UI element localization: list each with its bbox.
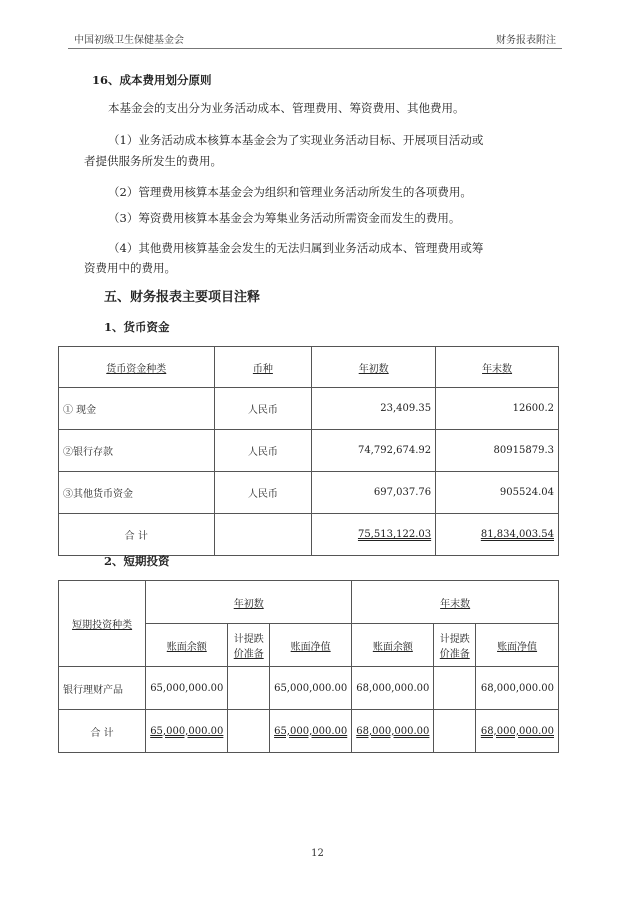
currency: 人民币 xyxy=(214,472,312,514)
currency: 人民币 xyxy=(214,388,312,430)
begin-value: 74,792,674.92 xyxy=(312,430,436,472)
begin-value: 697,037.76 xyxy=(312,472,436,514)
header-divider xyxy=(68,48,562,49)
total-begin-impairment xyxy=(228,710,270,753)
cash-type: ②银行存款 xyxy=(59,430,215,472)
col-header-cash-type: 货币资金种类 xyxy=(59,347,215,388)
begin-impairment xyxy=(228,667,270,710)
col-header-begin-impairment xyxy=(228,624,270,667)
section-16-para-1: 本基金会的支出分为业务活动成本、管理费用、筹资费用、其他费用。 xyxy=(108,101,465,115)
cash-total-row xyxy=(59,514,559,556)
col-header-end: 年末数 xyxy=(436,347,559,388)
short-investment-title: 2、短期投资 xyxy=(104,554,170,568)
col-header-investment-type: 短期投资种类 xyxy=(59,581,146,667)
total-end-book: 68,000,000.00 xyxy=(352,710,434,753)
end-value: 12600.2 xyxy=(436,388,559,430)
col-header-end-impairment xyxy=(434,624,476,667)
total-label: 合 计 xyxy=(59,710,146,753)
table-row xyxy=(59,472,559,514)
total-end-net: 68,000,000.00 xyxy=(476,710,559,753)
total-end: 81,834,003.54 xyxy=(436,514,559,556)
end-net: 68,000,000.00 xyxy=(476,667,559,710)
page-number: 12 xyxy=(311,848,324,859)
section-16-para-2-line-1: （1）业务活动成本核算本基金会为了实现业务活动目标、开展项目活动或 xyxy=(108,133,484,147)
header-org-name: 中国初级卫生保健基金会 xyxy=(74,35,184,46)
section-16-para-3: （2）管理费用核算本基金会为组织和管理业务活动所发生的各项费用。 xyxy=(108,185,472,199)
section-16-title: 16、成本费用划分原则 xyxy=(92,73,212,87)
impairment-line-2: 价准备 xyxy=(439,649,470,660)
col-header-end-group: 年末数 xyxy=(352,581,559,624)
col-header-end-net: 账面净值 xyxy=(476,624,559,667)
short-header-row-1 xyxy=(59,581,559,624)
total-currency-empty xyxy=(214,514,312,556)
impairment-line-2: 价准备 xyxy=(233,649,264,660)
currency: 人民币 xyxy=(214,430,312,472)
begin-net: 65,000,000.00 xyxy=(270,667,352,710)
table-row xyxy=(59,388,559,430)
investment-type: 银行理财产品 xyxy=(59,667,146,710)
col-header-begin: 年初数 xyxy=(312,347,436,388)
begin-book: 65,000,000.00 xyxy=(146,667,228,710)
cash-type: ① 现金 xyxy=(59,388,215,430)
header-doc-title: 财务报表附注 xyxy=(496,35,556,46)
total-begin-net: 65,000,000.00 xyxy=(270,710,352,753)
cash-table xyxy=(58,346,559,556)
short-investment-table xyxy=(58,580,559,753)
col-header-begin-net: 账面净值 xyxy=(270,624,352,667)
cash-type: ③其他货币资金 xyxy=(59,472,215,514)
col-header-begin-book: 账面余额 xyxy=(146,624,228,667)
col-header-begin-group: 年初数 xyxy=(146,581,352,624)
cash-header-row xyxy=(59,347,559,388)
end-value: 80915879.3 xyxy=(436,430,559,472)
cash-title: 1、货币资金 xyxy=(104,320,170,334)
end-book: 68,000,000.00 xyxy=(352,667,434,710)
impairment-line-1: 计提跌 xyxy=(233,634,264,645)
table-row xyxy=(59,667,559,710)
section-5-title: 五、财务报表主要项目注释 xyxy=(104,290,261,305)
end-value: 905524.04 xyxy=(436,472,559,514)
table-row xyxy=(59,430,559,472)
end-impairment xyxy=(434,667,476,710)
section-16-para-5-line-2: 资费用中的费用。 xyxy=(84,261,176,275)
short-total-row xyxy=(59,710,559,753)
total-begin-book: 65,000,000.00 xyxy=(146,710,228,753)
total-end-impairment xyxy=(434,710,476,753)
impairment-line-1: 计提跌 xyxy=(439,634,470,645)
total-label: 合 计 xyxy=(59,514,215,556)
col-header-currency: 币种 xyxy=(214,347,312,388)
section-16-para-2-line-2: 者提供服务所发生的费用。 xyxy=(84,154,222,168)
section-16-para-4: （3）筹资费用核算本基金会为筹集业务活动所需资金而发生的费用。 xyxy=(108,211,461,225)
total-begin: 75,513,122.03 xyxy=(312,514,436,556)
section-16-para-5-line-1: （4）其他费用核算基金会发生的无法归属到业务活动成本、管理费用或筹 xyxy=(108,241,484,255)
begin-value: 23,409.35 xyxy=(312,388,436,430)
col-header-end-book: 账面余额 xyxy=(352,624,434,667)
